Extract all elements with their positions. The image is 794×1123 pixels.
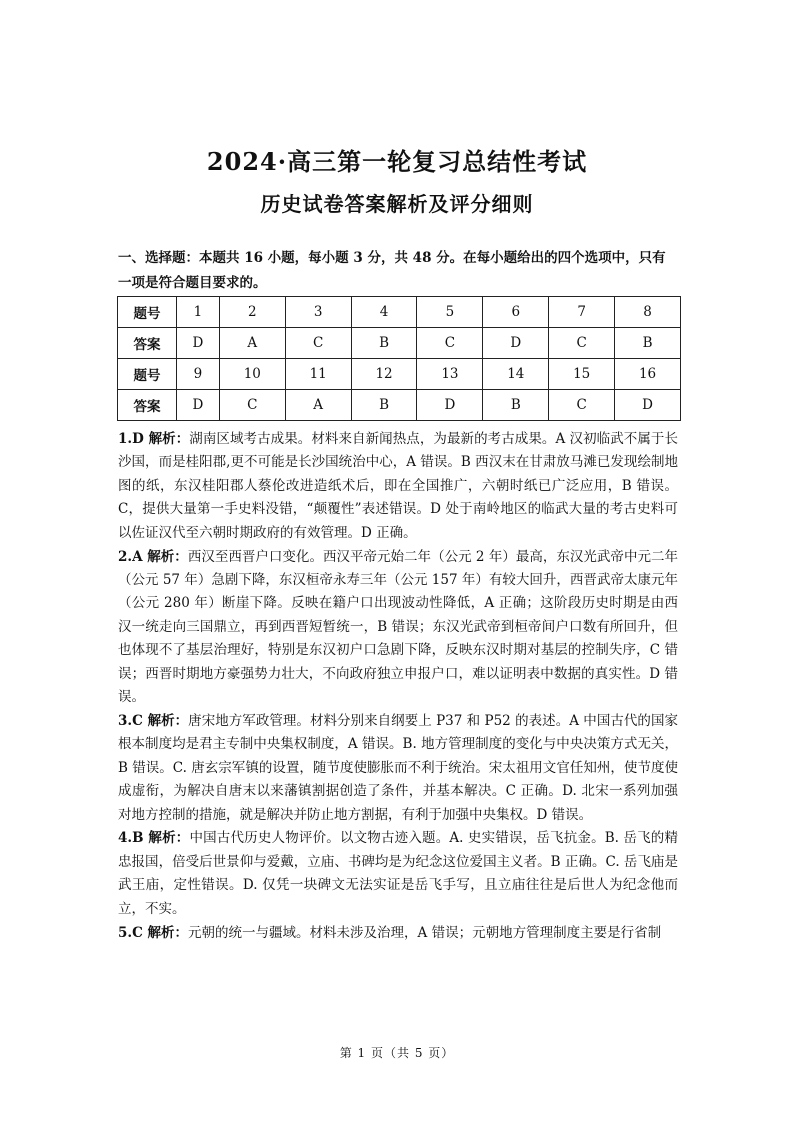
number-cell: 11 [285,359,351,390]
explanation-item [118,710,678,827]
explanation-text: 元朝的统一与疆域。材料未涉及治理，A 错误；元朝地方管理制度主要是行省制 [188,924,662,941]
explanation-item [118,428,678,545]
explanation-label: 4.B 解析： [118,830,190,847]
answer-cell: B [351,328,417,359]
number-cell: 1 [177,297,220,328]
number-cell: 7 [549,297,615,328]
table-row [118,328,681,359]
number-cell: 2 [219,297,285,328]
answer-cell: C [219,390,285,421]
explanation-item [118,922,678,945]
number-cell: 6 [483,297,549,328]
explanations [118,428,678,945]
answer-cell: D [177,328,220,359]
answer-cell: D [483,328,549,359]
page-footer: 第 1 页（共 5 页） [339,1046,455,1060]
answer-label-cell: 答案 [118,328,177,359]
number-cell: 10 [219,359,285,390]
answer-cell: C [549,328,615,359]
table-row [118,390,681,421]
explanation-text: 西汉至西晋户口变化。西汉平帝元始二年（公元 2 年）最高，东汉光武帝中元二年（公元 57 年）急剧下降，东汉桓帝永寿三年（公元 157 年）有较大回升，西晋武帝太康元年（公元 280 年）断崖下降。反映在籍户口出现波动性降低，A 正确；这阶段历史时期是由西汉一统走向三国鼎立，再到西晋短暂统一，B 错误；东汉光武帝到桓帝间户口数有所回升，但也体现不了基层治理好，特别是东汉初户口急剧下降，反映东汉时期对基层的控制失序，C 错误；西晋时期地方豪强势力壮大，不向政府独立申报户口，难以证明表中数据的真实性。D 错误。 [118,548,678,705]
answer-cell: A [219,328,285,359]
table-row [118,297,681,328]
explanation-text: 中国古代历史人物评价。以文物古迹入题。A. 史实错误，岳飞抗金。B. 岳飞的精忠报国，倍受后世景仰与爱戴，立庙、书碑均是为纪念这位爱国主义者。B 正确。C. 岳飞庙是武王庙，定性错误。D. 仅凭一块碑文无法实证是岳飞手写，且立庙往往是后世人为纪念他而立，不实。 [118,830,678,917]
answer-cell: B [615,328,681,359]
answer-cell: C [549,390,615,421]
explanation-label: 2.A 解析： [118,548,188,565]
answer-cell: D [417,390,483,421]
number-cell: 3 [285,297,351,328]
number-cell: 16 [615,359,681,390]
number-cell: 13 [417,359,483,390]
answer-label-cell: 答案 [118,390,177,421]
number-cell: 15 [549,359,615,390]
page-subtitle: 历史试卷答案解析及评分细则 [260,192,534,216]
number-label-cell: 题号 [118,297,177,328]
number-cell: 4 [351,297,417,328]
explanation-label: 3.C 解析： [118,712,189,729]
explanation-item [118,546,678,710]
answer-cell: B [351,390,417,421]
explanation-label: 5.C 解析： [118,924,189,941]
explanation-label: 1.D 解析： [118,431,190,447]
number-cell: 9 [177,359,220,390]
explanation-text: 湖南区域考古成果。材料来自新闻热点，为最新的考古成果。A 汉初临武不属于长沙国，而是桂阳郡,更不可能是长沙国统治中心，A 错误。B 西汉末在甘肃放马滩已发现绘制地图的纸，东汉桂阳郡人蔡伦改进造纸术后，即在全国推广，六朝时纸已广泛应用，B 错误。C，提供大量第一手史料没错，“颠覆性”表述错误。D 处于南岭地区的临武大量的考古史料可以佐证汉代至六朝时期政府的有效管理。D 正确。 [118,431,678,541]
answer-cell: C [285,328,351,359]
number-label-cell: 题号 [118,359,177,390]
explanation-text: 唐宋地方军政管理。材料分别来自纲要上 P37 和 P52 的表述。A 中国古代的国家根本制度均是君主专制中央集权制度，A 错误。B. 地方管理制度的变化与中央决策方式无关，B 错误。C. 唐玄宗军镇的设置，随节度使膨胀而不利于统治。宋太祖用文官任知州，使节度使成虚衔，为解决自唐末以来藩镇割据创造了条件，并基本解决。C 正确。D. 北宋一系列加强对地方控制的措施，就是解决并防止地方割据，有利于加强中央集权。D 错误。 [118,712,678,823]
number-cell: 14 [483,359,549,390]
page-title: 2024·高三第一轮复习总结性考试 [206,147,588,176]
answer-cell: D [615,390,681,421]
answer-table [117,296,681,421]
number-cell: 12 [351,359,417,390]
explanation-item [118,827,678,921]
answer-cell: B [483,390,549,421]
number-cell: 8 [615,297,681,328]
answer-cell: D [177,390,220,421]
answer-cell: A [285,390,351,421]
section-heading: 一、选择题：本题共 16 小题，每小题 3 分，共 48 分。在每小题给出的四个选项中，只有一项是符合题目要求的。 [118,250,666,291]
answer-cell: C [417,328,483,359]
number-cell: 5 [417,297,483,328]
table-row [118,359,681,390]
